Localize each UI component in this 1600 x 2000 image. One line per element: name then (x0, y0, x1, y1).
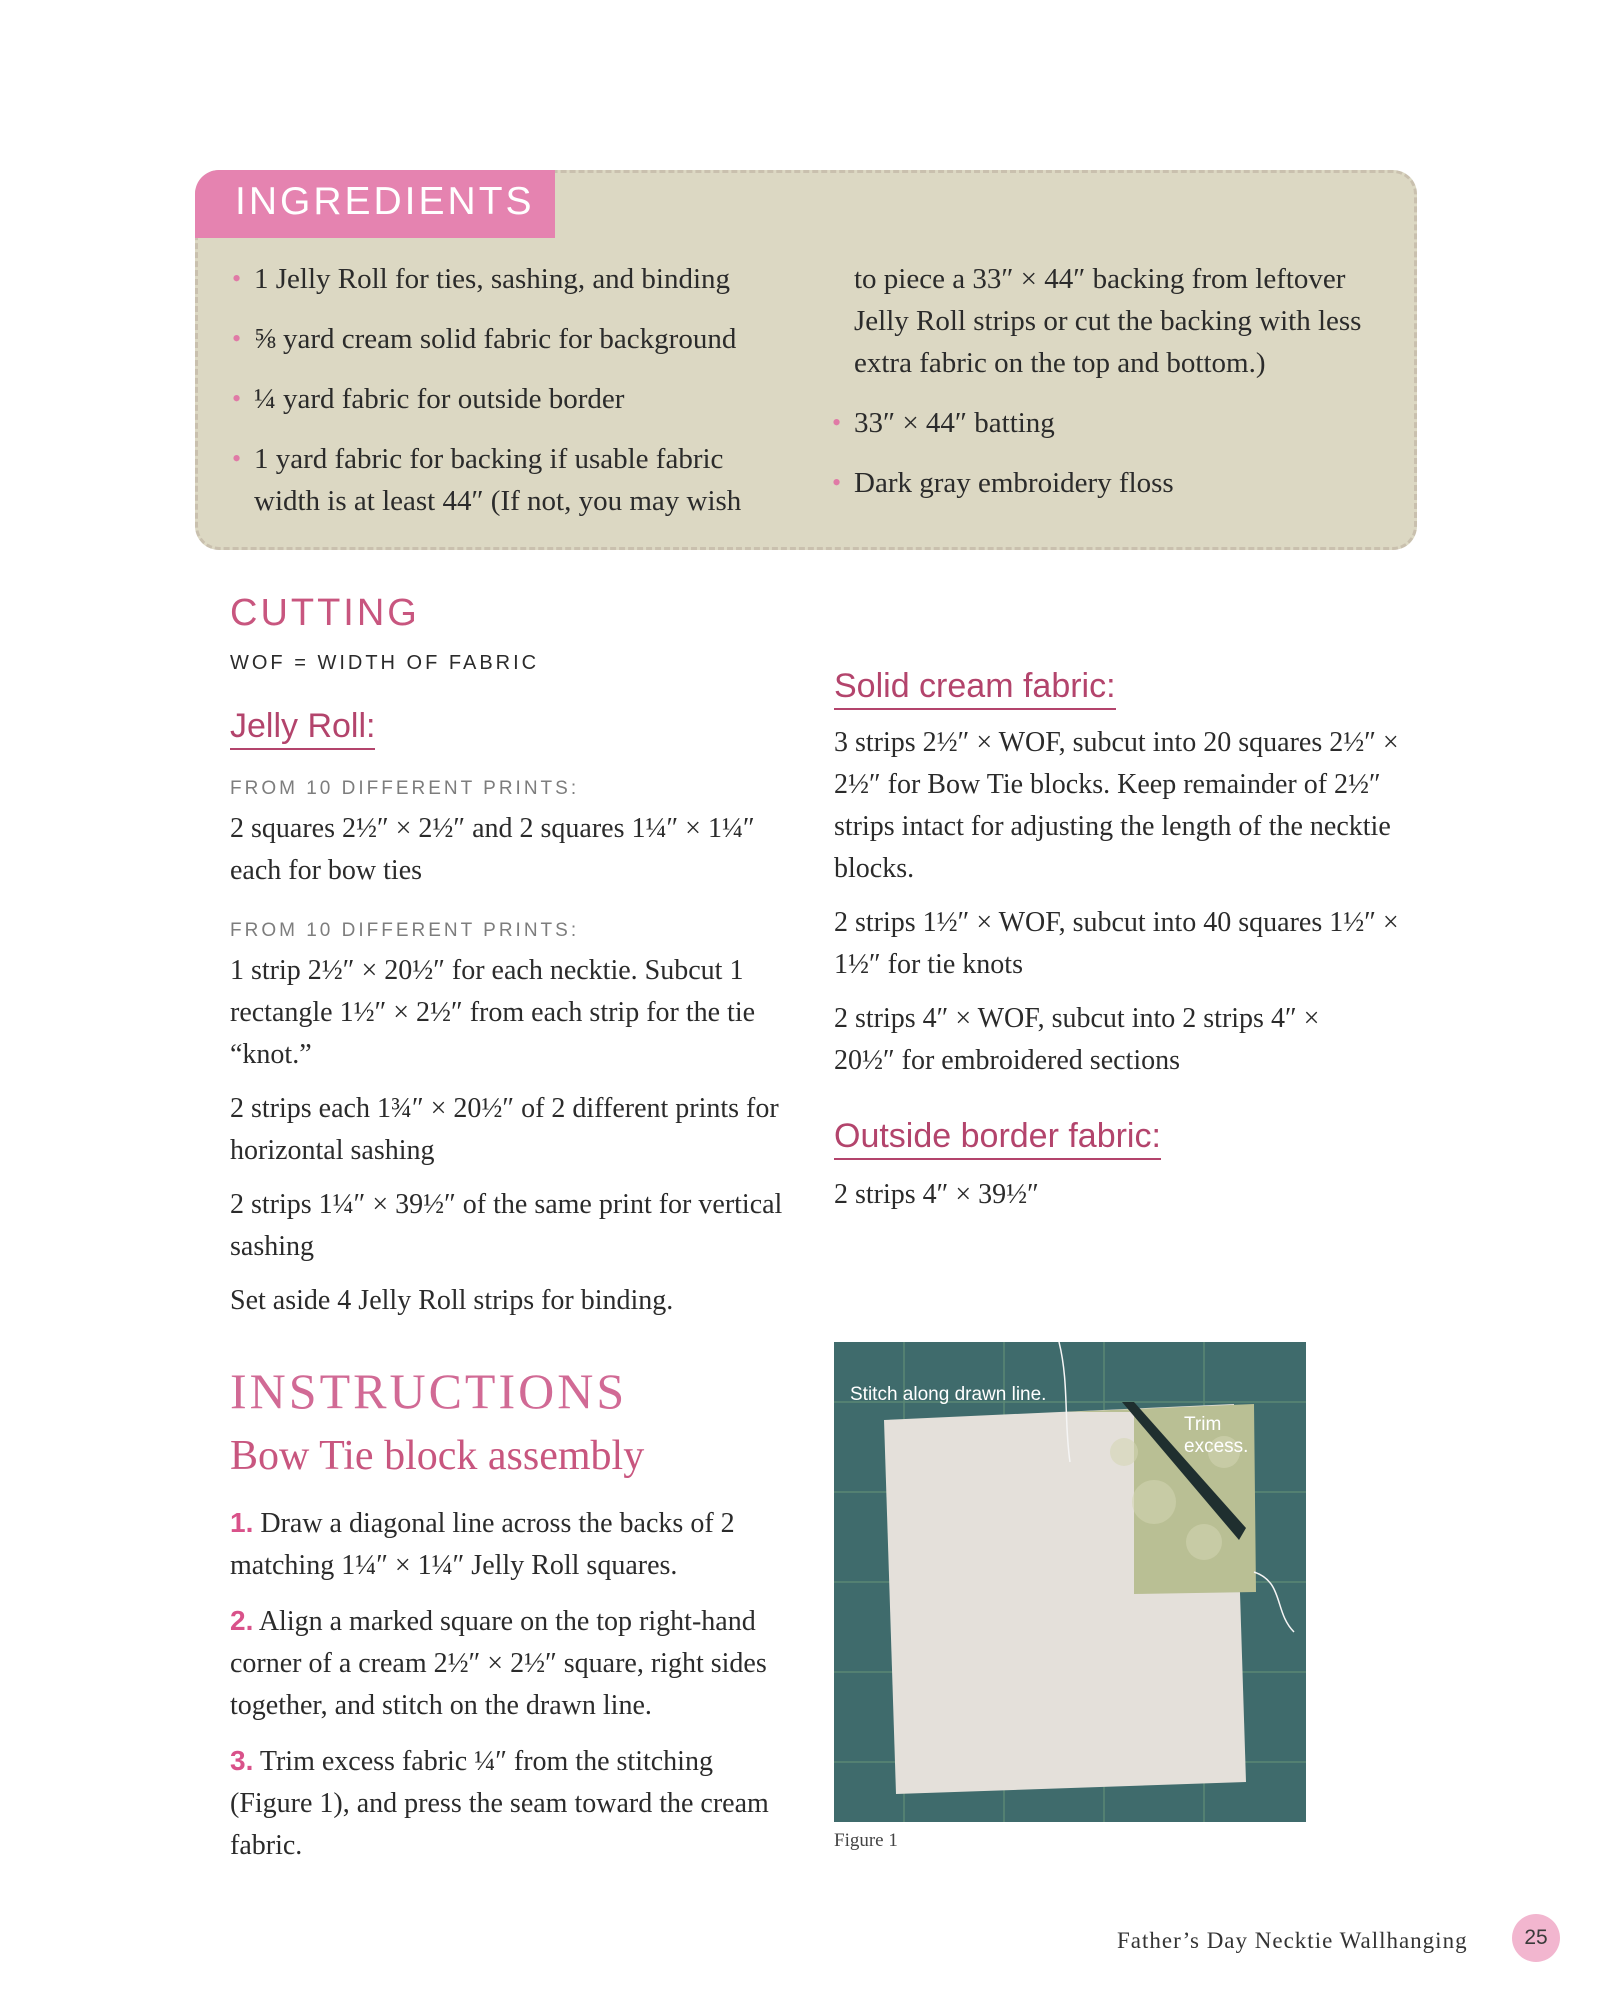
ingredient-item: • ¼ yard fabric for outside border (230, 378, 790, 420)
ingredient-item: • ⅝ yard cream solid fabric for background (230, 318, 790, 360)
wof-note: WOF = WIDTH OF FABRIC (230, 652, 540, 674)
ingredient-item: • 33″ × 44″ batting (830, 402, 1390, 444)
step-text: Trim excess fabric ¼″ from the stitching (Figure 1), and press the seam toward the cream fabric. (230, 1746, 769, 1861)
cutting-text: 2 strips 4″ × 39½″ (834, 1179, 1039, 1210)
ingredients-header (195, 170, 555, 238)
bullet-icon: • (232, 324, 242, 353)
instructions-heading: INSTRUCTIONS (230, 1363, 628, 1419)
cutting-text: 2 strips 1¼″ × 39½″ of the same print for vertical sashing (230, 1189, 783, 1262)
ingredient-item: • 1 yard fabric for backing if usable fabric width is at least 44″ (If not, you may wish (230, 438, 790, 522)
bow-tie-subheading: Bow Tie block assembly (230, 1433, 645, 1479)
footer-title: Father’s Day Necktie Wallhanging (1117, 1928, 1468, 1953)
cutting-text: 2 strips 4″ × WOF, subcut into 2 strips 4″ × 20½″ for embroidered sections (834, 1003, 1320, 1076)
instruction-step (230, 1600, 800, 1727)
instruction-step (230, 1740, 800, 1867)
ingredient-continuation: to piece a 33″ × 44″ backing from leftover Jelly Roll strips or cut the backing with less extra fabric on the top and bottom.) (854, 263, 1362, 379)
step-number: 3. (230, 1745, 254, 1776)
cutting-text: 1 strip 2½″ × 20½″ for each necktie. Subcut 1 rectangle 1½″ × 2½″ from each strip for the tie “knot.” (230, 955, 756, 1070)
step-number: 2. (230, 1605, 254, 1636)
jelly-roll-heading: Jelly Roll: (230, 706, 375, 750)
ingredients-column-1 (230, 258, 790, 540)
cutting-text: 3 strips 2½″ × WOF, subcut into 20 squares 2½″ × 2½″ for Bow Tie blocks. Keep remainder of 2½″ strips intact for adjusting the length of the necktie blocks. (834, 727, 1399, 884)
step-text: Draw a diagonal line across the backs of 2 matching 1¼″ × 1¼″ Jelly Roll squares. (230, 1508, 735, 1581)
cutting-heading: CUTTING (230, 592, 420, 634)
prints-label: FROM 10 DIFFERENT PRINTS: (230, 778, 580, 799)
bullet-icon: • (232, 444, 242, 473)
step-text: Align a marked square on the top right-hand corner of a cream 2½″ × 2½″ square, right sides together, and stitch on the drawn line. (230, 1606, 767, 1721)
bullet-icon: • (232, 384, 242, 413)
bullet-icon: • (832, 408, 842, 437)
stitch-label: Stitch along drawn line. (850, 1384, 1047, 1405)
page-number: 25 (1512, 1914, 1560, 1962)
trim-label: Trim excess. (1184, 1414, 1249, 1457)
solid-cream-heading: Solid cream fabric: (834, 666, 1116, 710)
instruction-step (230, 1502, 800, 1587)
cutting-text: Set aside 4 Jelly Roll strips for binding. (230, 1285, 674, 1316)
figure-photo (834, 1342, 1306, 1822)
cutting-text: 2 strips each 1¾″ × 20½″ of 2 different prints for horizontal sashing (230, 1093, 779, 1166)
cutting-text: 2 squares 2½″ × 2½″ and 2 squares 1¼″ × 1¼″ each for bow ties (230, 813, 755, 886)
ingredients-column-2 (830, 258, 1390, 522)
ingredient-item: • 1 Jelly Roll for ties, sashing, and binding (230, 258, 790, 300)
step-number: 1. (230, 1507, 254, 1538)
ingredient-item: • Dark gray embroidery floss (830, 462, 1390, 504)
cutting-text: 2 strips 1½″ × WOF, subcut into 40 squares 1½″ × 1½″ for tie knots (834, 907, 1399, 980)
bullet-icon: • (232, 264, 242, 293)
bullet-icon: • (832, 468, 842, 497)
ingredients-heading: INGREDIENTS (235, 180, 535, 223)
outside-border-heading: Outside border fabric: (834, 1116, 1161, 1160)
figure-caption: Figure 1 (834, 1830, 898, 1851)
prints-label: FROM 10 DIFFERENT PRINTS: (230, 920, 580, 941)
